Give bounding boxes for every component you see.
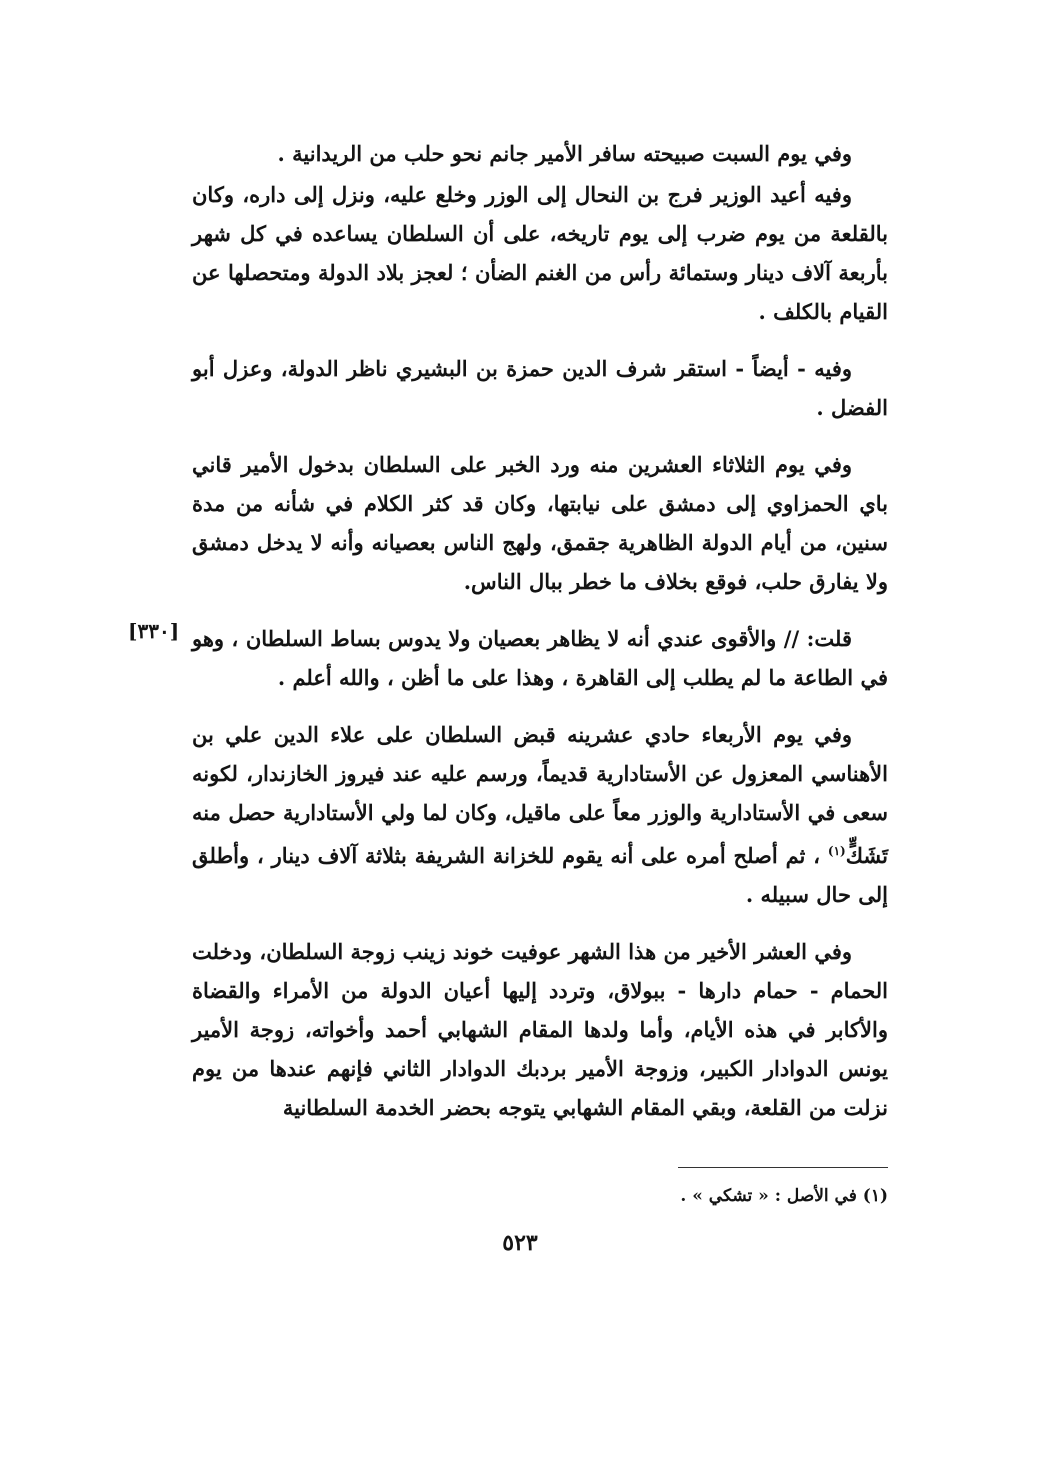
paragraph-1: وفي يوم السبت صبيحته سافر الأمير جانم نحو حلب من الريدانية . [277,141,852,166]
footnote-marker: (١) [827,844,846,858]
paragraph-4: وفي يوم الثلاثاء العشرين منه ورد الخبر على السلطان بدخول الأمير قاني باي الحمزاوي إلى دمشق على نيابتها، وكان قد كثر الكلام في شأنه من مدة سنين، من أيام الدولة الظاهرية جقمق، ولهج الناس بعصيانه وأنه لا يدخل دمشق ولا يفارق حلب، فوقع بخلاف ما خطر ببال الناس. [192,452,888,594]
paragraph-6 [192,715,888,914]
main-text [192,134,888,1127]
paragraph-6-continuation: ، ثم أصلح أمره على أنه يقوم للخزانة الشريفة بثلاثة آلاف دينار ، وأطلق إلى حال سبيله . [192,843,888,907]
paragraph-2: وفيه أعيد الوزير فرج بن النحال إلى الوزر وخلع عليه، ونزل إلى داره، وكان بالقلعة من يوم ضرب إلى يوم تاريخه، على أن السلطان يساعده في كل شهر بأربعة آلاف دينار وستمائة رأس من الغنم الضأن ؛ لعجز بلاد الدولة ومتحصلها عن القيام بالكلف . [192,182,888,324]
page-number: ٥٢٣ [502,1230,538,1256]
footnote-divider [678,1167,888,1168]
paragraph-3: وفيه - أيضاً - استقر شرف الدين حمزة بن البشيري ناظر الدولة، وعزل أبو الفضل . [192,356,888,420]
manuscript-page-reference: [٣٣٠] [128,619,180,643]
paragraph-6-text: وفي يوم الأربعاء حادي عشرينه قبض السلطان على علاء الدين علي بن الأهناسي المعزول عن الأستادارية قديماً، ورسم عليه عند فيروز الخازندار، لكونه سعى في الأستادارية والوزر معاً على ماقيل، وكان لما ولي الأستادارية حصل منه تَشَكٍّ [192,722,889,868]
paragraph-7: وفي العشر الأخير من هذا الشهر عوفيت خوند زينب زوجة السلطان، ودخلت الحمام - حمام دارها - ببولاق، وتردد إليها أعيان الدولة من الأمراء والقضاة والأكابر في هذه الأيام، وأما ولدها المقام الشهابي أحمد وأخواته، زوجة الأمير يونس الدوادار الكبير، وزوجة الأمير بردبك الدوادار الثاني فإنهم عندها من يوم نزلت من القلعة، وبقي المقام الشهابي يتوجه بحضر الخدمة السلطانية [192,939,888,1120]
paragraph-5: قلت: // والأقوى عندي أنه لا يظاهر بعصيان ولا يدوس بساط السلطان ، وهو في الطاعة ما لم يطلب إلى القاهرة ، وهذا على ما أظن ، والله أعلم . [192,626,888,690]
footnote: (١) في الأصل : « تشكي » . [680,1186,888,1206]
